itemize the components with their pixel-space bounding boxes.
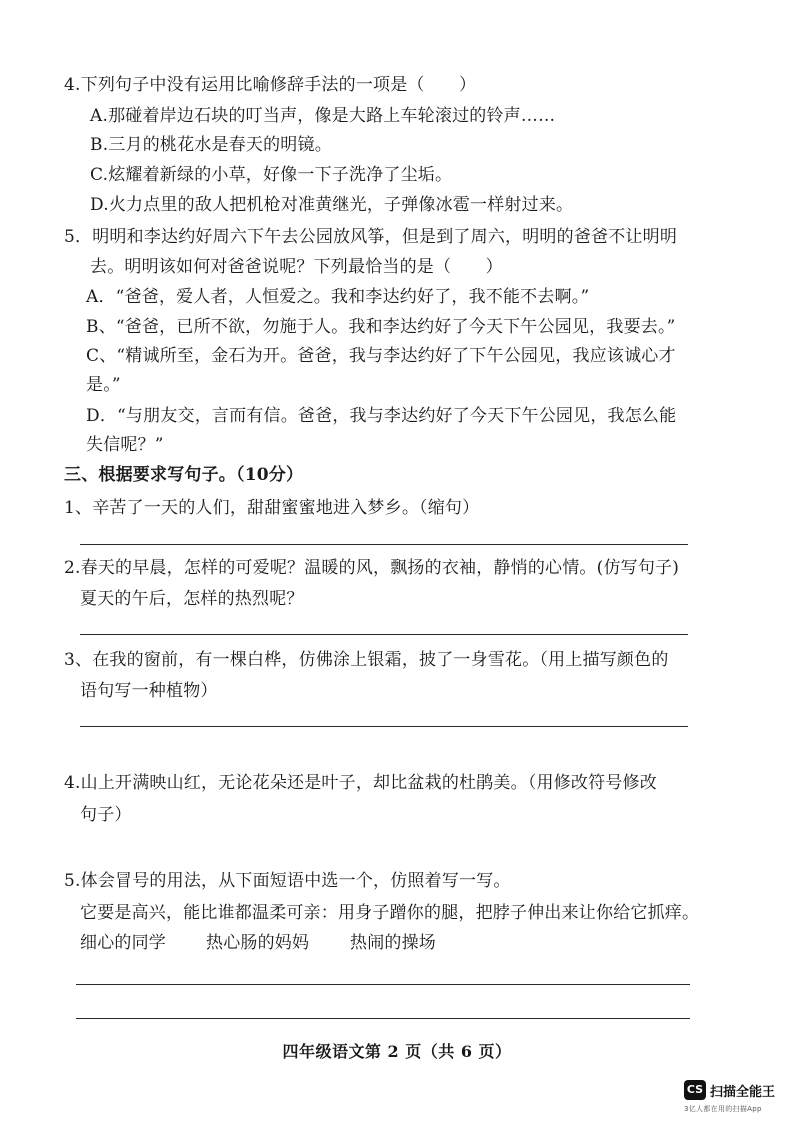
- phrase-option-2: 热心肠的妈妈: [206, 933, 310, 953]
- answer-line-1: [80, 544, 688, 545]
- answer-line-2: [80, 634, 688, 635]
- question-4-option-a: A.那碰着岸边石块的叮当声，像是大路上车轮滚过的铃声……: [90, 106, 556, 126]
- section-3-question-2-line2: 夏天的午后，怎样的热烈呢？: [80, 589, 304, 609]
- answer-line-5a: [76, 984, 690, 985]
- phrase-option-1: 细心的同学: [80, 933, 166, 953]
- section-3-question-5-line1: 5.体会冒号的用法，从下面短语中选一个，仿照着写一写。: [64, 871, 511, 891]
- question-5-stem-line1: 5．明明和李达约好周六下午去公园放风筝，但是到了周六，明明的爸爸不让明明: [64, 227, 678, 247]
- question-4-option-d: D.火力点里的敌人把机枪对准黄继光，子弹像冰雹一样射过来。: [90, 195, 574, 215]
- question-5-option-c-line2: 是。”: [86, 375, 121, 395]
- question-4-stem: 4.下列句子中没有运用比喻修辞手法的一项是（ ）: [64, 75, 477, 95]
- page-footer: 四年级语文第 2 页（共 6 页）: [282, 1042, 512, 1061]
- answer-line-5b: [76, 1018, 690, 1019]
- section-3-question-3-line2: 语句写一种植物）: [80, 681, 218, 701]
- scanner-app-name: 扫描全能王: [710, 1085, 776, 1100]
- question-5-option-d-line1: D．“与朋友交，言而有信。爸爸，我与李达约好了今天下午公园见，我怎么能: [86, 406, 677, 426]
- question-5-option-d-line2: 失信呢？”: [86, 435, 164, 455]
- question-4-option-c: C.炫耀着新绿的小草，好像一下子洗净了尘垢。: [90, 165, 453, 185]
- section-3-question-5-example: 它要是高兴，能比谁都温柔可亲：用身子蹭你的腿，把脖子伸出来让你给它抓痒。: [80, 903, 700, 923]
- question-5-option-c-line1: C、“精诚所至，金石为开。爸爸，我与李达约好了下午公园见，我应该诚心才: [86, 346, 676, 366]
- section-3-question-4-line2: 句子）: [80, 805, 132, 825]
- scanner-tagline: 3亿人都在用的扫描App: [684, 1105, 762, 1113]
- section-3-question-1: 1、辛苦了一天的人们，甜甜蜜蜜地进入梦乡。（缩句）: [64, 498, 480, 518]
- question-5-option-a: A．“爸爸，爱人者，人恒爱之。我和李达约好了，我不能不去啊。”: [86, 287, 590, 307]
- camscanner-logo-icon: CS: [684, 1080, 706, 1100]
- phrase-option-3: 热闹的操场: [350, 933, 436, 953]
- question-5-option-b: B、“爸爸，已所不欲，勿施于人。我和李达约好了今天下午公园见，我要去。”: [86, 317, 676, 337]
- section-3-question-4-line1: 4.山上开满映山红，无论花朵还是叶子，却比盆栽的杜鹃美。（用修改符号修改: [64, 773, 657, 793]
- section-3-question-2-line1: 2.春天的早晨，怎样的可爱呢？温暖的风，飘扬的衣袖，静悄的心情。(仿写句子): [64, 558, 680, 578]
- question-4-option-b: B.三月的桃花水是春天的明镜。: [90, 135, 332, 155]
- scanner-watermark: [684, 1080, 788, 1116]
- section-3-title: 三、根据要求写句子。（10分）: [64, 465, 304, 485]
- section-3-question-3-line1: 3、在我的窗前，有一棵白桦，仿佛涂上银霜，披了一身雪花。（用上描写颜色的: [64, 650, 669, 670]
- question-5-stem-line2: 去。明明该如何对爸爸说呢？下列最恰当的是（ ）: [90, 257, 503, 277]
- answer-line-3: [80, 726, 688, 727]
